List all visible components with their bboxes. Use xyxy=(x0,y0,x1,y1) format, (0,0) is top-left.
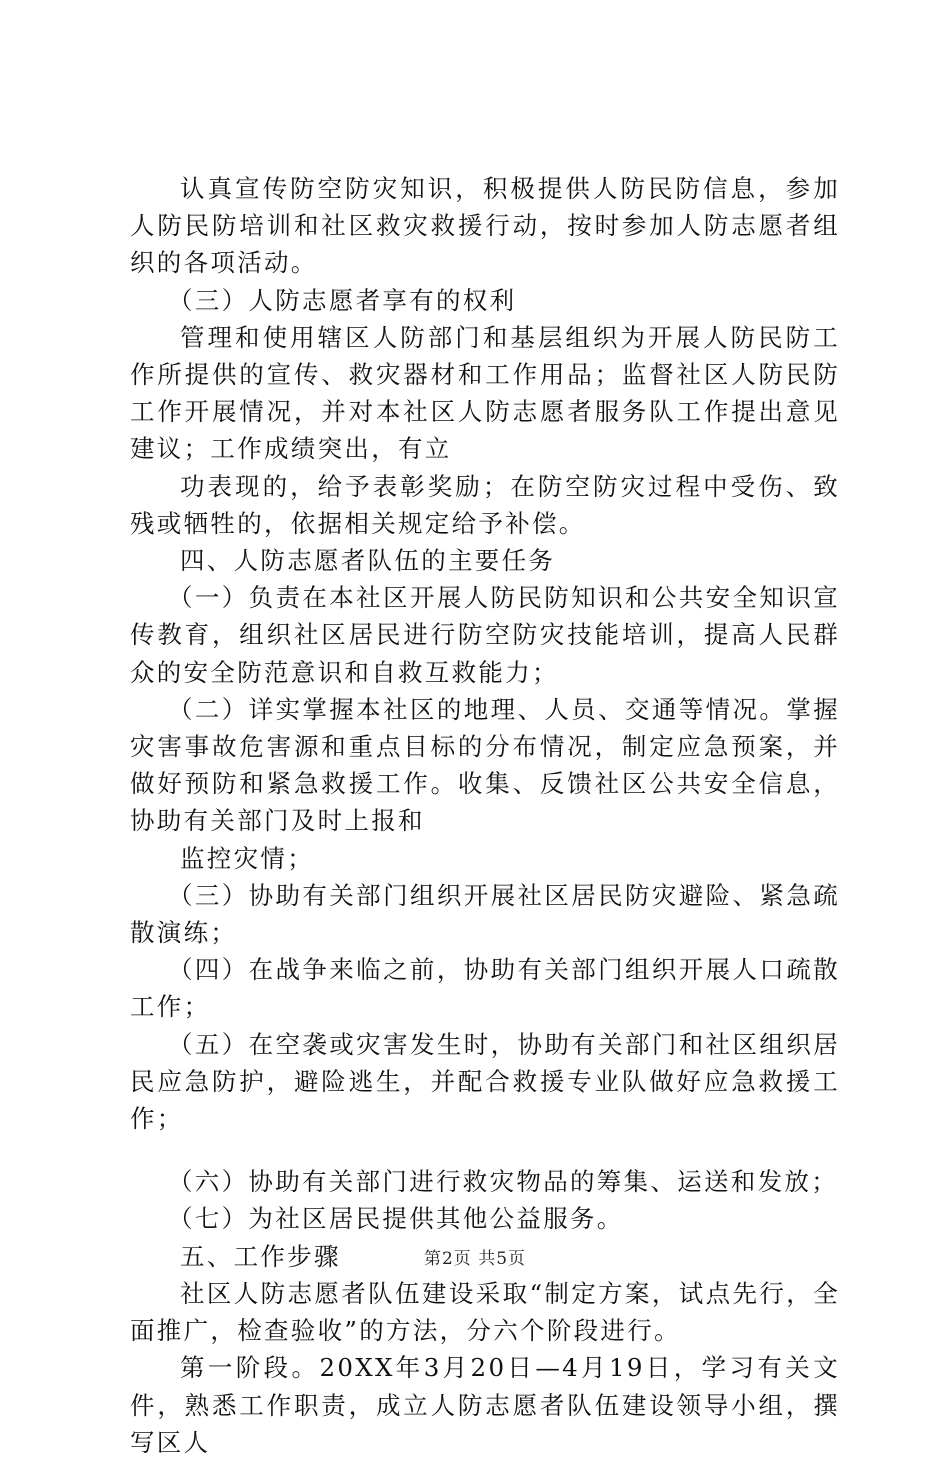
heading-rights: （三）人防志愿者享有的权利 xyxy=(168,285,517,315)
task-item-1: （一）负责在本社区开展人防民防知识和公共安全知识宣传教育，组织社区居民进行防空防灾技能培训，提高人民群众的安全防范意识和自救互救能力； xyxy=(130,583,840,687)
paragraph-work-steps: 社区人防志愿者队伍建设采取“制定方案，试点先行，全面推广，检查验收”的方法，分六个阶段进行。 xyxy=(130,1278,840,1346)
paragraph-rights-cont: 功表现的，给予表彰奖励；在防空防灾过程中受伤、致残或牺牲的，依据相关规定给予补偿。 xyxy=(130,471,840,538)
task-item-3: （三）协助有关部门组织开展社区居民防灾避险、紧急疏散演练； xyxy=(130,880,840,948)
paragraph-phase-one: 第一阶段。20XX年3月20日—4月19日，学习有关文件，熟悉工作职责，成立人防志愿者队伍建设领导小组，撰写区人 xyxy=(130,1353,840,1457)
heading-work-steps: 五、工作步骤 xyxy=(180,1241,341,1271)
paragraph-rights: 管理和使用辖区人防部门和基层组织为开展人防民防工作所提供的宣传、救灾器材和工作用品；监督社区人防民防工作开展情况，并对本社区人防志愿者服务队工作提出意见建议；工作成绩突出，有立 xyxy=(130,322,840,464)
task-item-2-cont: 监控灾情； xyxy=(180,843,314,873)
paragraph-duties: 认真宣传防空防灾知识，积极提供人防民防信息，参加人防民防培训和社区救灾救援行动，按时参加人防志愿者组织的各项活动。 xyxy=(130,174,840,278)
task-item-5: （五）在空袭或灾害发生时，协助有关部门和社区组织居民应急防护，避险逃生，并配合救援专业队做好应急救援工作； xyxy=(130,1029,840,1134)
task-item-6: （六）协助有关部门进行救灾物品的筹集、运送和发放； xyxy=(168,1167,838,1197)
task-item-7: （七）为社区居民提供其他公益服务。 xyxy=(168,1204,624,1234)
task-item-2: （二）详实掌握本社区的地理、人员、交通等情况。掌握灾害事故危害源和重点目标的分布情况，制定应急预案，并做好预防和紧急救援工作。收集、反馈社区公共安全信息，协助有关部门及时上报和 xyxy=(130,694,840,836)
heading-main-tasks: 四、人防志愿者队伍的主要任务 xyxy=(180,546,556,576)
page-number-footer: 第2页 共5页 xyxy=(423,1249,527,1269)
task-item-4: （四）在战争来临之前，协助有关部门组织开展人口疏散工作； xyxy=(130,955,840,1022)
